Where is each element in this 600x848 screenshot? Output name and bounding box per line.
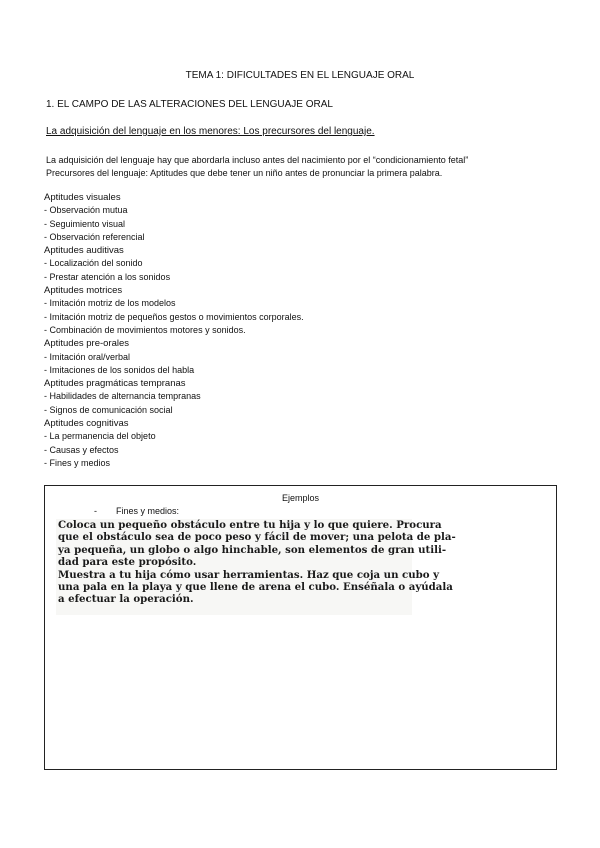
aptitude-category: Aptitudes motrices — [44, 285, 123, 297]
aptitude-item: - Prestar atención a los sonidos — [44, 271, 171, 282]
aptitude-category: Aptitudes visuales — [44, 192, 121, 203]
aptitude-item: - La permanencia del objeto — [44, 431, 156, 442]
scan-text-line: que el obstáculo sea de poco peso y fácil de mover; una pelota de pla- — [58, 531, 456, 544]
document-title: TEMA 1: DIFICULTADES EN EL LENGUAJE ORAL — [185, 70, 415, 81]
bullet-text: Fines y medios: — [116, 506, 180, 516]
scan-text-line: Muestra a tu hija cómo usar herramientas. Haz que coja un cubo y — [58, 568, 440, 581]
examples-title: Ejemplos — [281, 493, 319, 503]
aptitudes-list — [44, 191, 304, 470]
bullet-dash: - — [94, 506, 97, 516]
scan-text-line: dad para este propósito. — [58, 556, 197, 569]
aptitude-item: - Causas y efectos — [44, 444, 119, 455]
aptitude-item: - Imitaciones de los sonidos del habla — [44, 364, 195, 375]
scan-text-line: ya pequeña, un globo o algo hinchable, son elementos de gran utili- — [58, 543, 447, 556]
paragraph-precursores: Precursores del lenguaje: Aptitudes que debe tener un niño antes de pronunciar la primera palabra. — [46, 168, 443, 178]
scan-text-line: una pala en la playa y que llene de arena el cubo. Enséñala o ayúdala — [58, 581, 453, 594]
scan-text-line: a efectuar la operación. — [58, 593, 194, 606]
aptitude-item: - Localización del sonido — [44, 258, 143, 269]
aptitude-item: - Imitación motriz de pequeños gestos o movimientos corporales. — [44, 311, 304, 322]
aptitude-category: Aptitudes pragmáticas tempranas — [44, 378, 186, 390]
aptitude-item: - Habilidades de alternancia tempranas — [44, 391, 201, 402]
aptitude-category: Aptitudes auditivas — [44, 245, 124, 257]
aptitude-item: - Signos de comunicación social — [44, 404, 173, 415]
examples-bullet — [94, 506, 179, 516]
aptitude-item: - Combinación de movimientos motores y sonidos. — [44, 324, 246, 335]
aptitude-item: - Seguimiento visual — [44, 218, 126, 229]
subheading: La adquisición del lenguaje en los menores: Los precursores del lenguaje. — [46, 126, 375, 137]
aptitude-category: Aptitudes pre-orales — [44, 338, 130, 350]
section-heading: 1. EL CAMPO DE LAS ALTERACIONES DEL LENGUAJE ORAL — [46, 99, 333, 110]
aptitude-item: - Imitación motriz de los modelos — [44, 298, 176, 309]
aptitude-item: - Observación referencial — [44, 231, 145, 242]
aptitude-category: Aptitudes cognitivas — [44, 418, 129, 430]
scanned-text-image — [56, 519, 456, 615]
scan-text-line: Coloca un pequeño obstáculo entre tu hija y lo que quiere. Procura — [58, 519, 442, 531]
aptitude-item: - Imitación oral/verbal — [44, 351, 131, 362]
paragraph-fetal: La adquisición del lenguaje hay que abordarla incluso antes del nacimiento por el “condicionamiento fetal” — [46, 155, 469, 165]
aptitude-item: - Fines y medios — [44, 457, 111, 468]
aptitude-item: - Observación mutua — [44, 205, 128, 216]
examples-box — [44, 485, 557, 770]
